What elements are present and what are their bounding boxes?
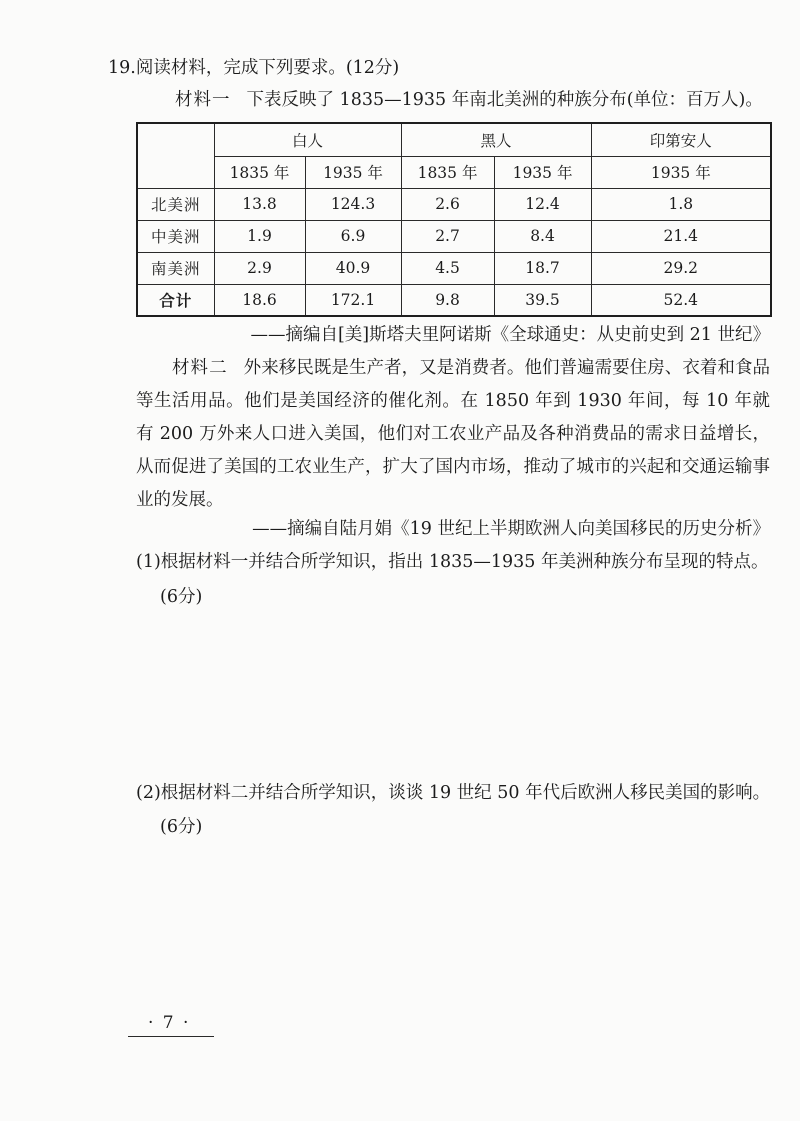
table-cell: 13.8	[214, 188, 305, 220]
table-row-label: 中美洲	[137, 220, 214, 252]
table-corner-cell	[137, 123, 214, 188]
table-cell: 21.4	[591, 220, 771, 252]
sub-question-2-prompt: (2)根据材料二并结合所学知识，谈谈 19 世纪 50 年代后欧洲人移民美国的影响。	[136, 783, 771, 803]
material-two-source: ——摘编自陆月娟《19 世纪上半期欧洲人向美国移民的历史分析》	[252, 519, 770, 539]
table-cell: 9.8	[401, 284, 494, 316]
sub-question-2-points: (6分)	[160, 817, 203, 837]
table-header-indigenous: 印第安人	[591, 123, 771, 156]
race-distribution-table	[136, 122, 772, 317]
table-row	[137, 252, 771, 284]
table-year-cell: 1835 年	[401, 156, 494, 188]
table-cell: 172.1	[305, 284, 401, 316]
sub-question-1-points: (6分)	[160, 587, 203, 607]
material-one-text: 下表反映了 1835—1935 年南北美洲的种族分布(单位：百万人)。	[246, 90, 763, 110]
table-cell: 8.4	[494, 220, 591, 252]
page-number: · 7 ·	[148, 1013, 191, 1033]
table-cell: 1.9	[214, 220, 305, 252]
table-cell: 40.9	[305, 252, 401, 284]
material-two-paragraph	[136, 352, 770, 517]
sub-question-1-prompt: (1)根据材料一并结合所学知识，指出 1835—1935 年美洲种族分布呈现的特点。	[136, 552, 769, 572]
table-cell: 18.7	[494, 252, 591, 284]
page-number-rule	[128, 1036, 214, 1037]
material-one-intro	[136, 88, 770, 112]
table-total-label: 合计	[137, 284, 214, 316]
table-header-white: 白人	[214, 123, 401, 156]
material-two-text: 外来移民既是生产者，又是消费者。他们普遍需要住房、衣着和食品等生活用品。他们是美国经济的催化剂。在 1850 年到 1930 年间，每 10 年就有 200 万外来人口进入美国，他们对工农业产品及各种消费品的需求日益增长，从而促进了美国的工农业生产，扩大了国内市场，推动了城市的兴起和交通运输事业的发展。	[136, 358, 771, 510]
table-cell: 18.6	[214, 284, 305, 316]
table-year-cell: 1935 年	[591, 156, 771, 188]
table-cell: 124.3	[305, 188, 401, 220]
question-heading: 19.阅读材料，完成下列要求。(12分)	[108, 58, 400, 78]
table-year-cell: 1935 年	[305, 156, 401, 188]
table-total-row	[137, 284, 771, 316]
table-cell: 4.5	[401, 252, 494, 284]
table-cell: 39.5	[494, 284, 591, 316]
table-year-row	[137, 156, 771, 188]
sub-question-2-answer-space	[136, 850, 770, 1000]
table-cell: 52.4	[591, 284, 771, 316]
table-year-cell: 1935 年	[494, 156, 591, 188]
table-cell: 1.8	[591, 188, 771, 220]
table-cell: 12.4	[494, 188, 591, 220]
table-header-black: 黑人	[401, 123, 591, 156]
table-row	[137, 220, 771, 252]
material-one-label: 材料一	[175, 90, 231, 110]
material-one-source: ——摘编自[美]斯塔夫里阿诺斯《全球通史：从史前史到 21 世纪》	[250, 325, 770, 345]
table-year-cell: 1835 年	[214, 156, 305, 188]
material-two-label: 材料二	[172, 358, 228, 378]
table-cell: 6.9	[305, 220, 401, 252]
table-cell: 2.6	[401, 188, 494, 220]
table-header-row	[137, 123, 771, 156]
table-cell: 2.7	[401, 220, 494, 252]
table-row	[137, 188, 771, 220]
table-row-label: 北美洲	[137, 188, 214, 220]
sub-question-1-answer-space	[136, 620, 770, 780]
table-cell: 2.9	[214, 252, 305, 284]
table-cell: 29.2	[591, 252, 771, 284]
table-row-label: 南美洲	[137, 252, 214, 284]
